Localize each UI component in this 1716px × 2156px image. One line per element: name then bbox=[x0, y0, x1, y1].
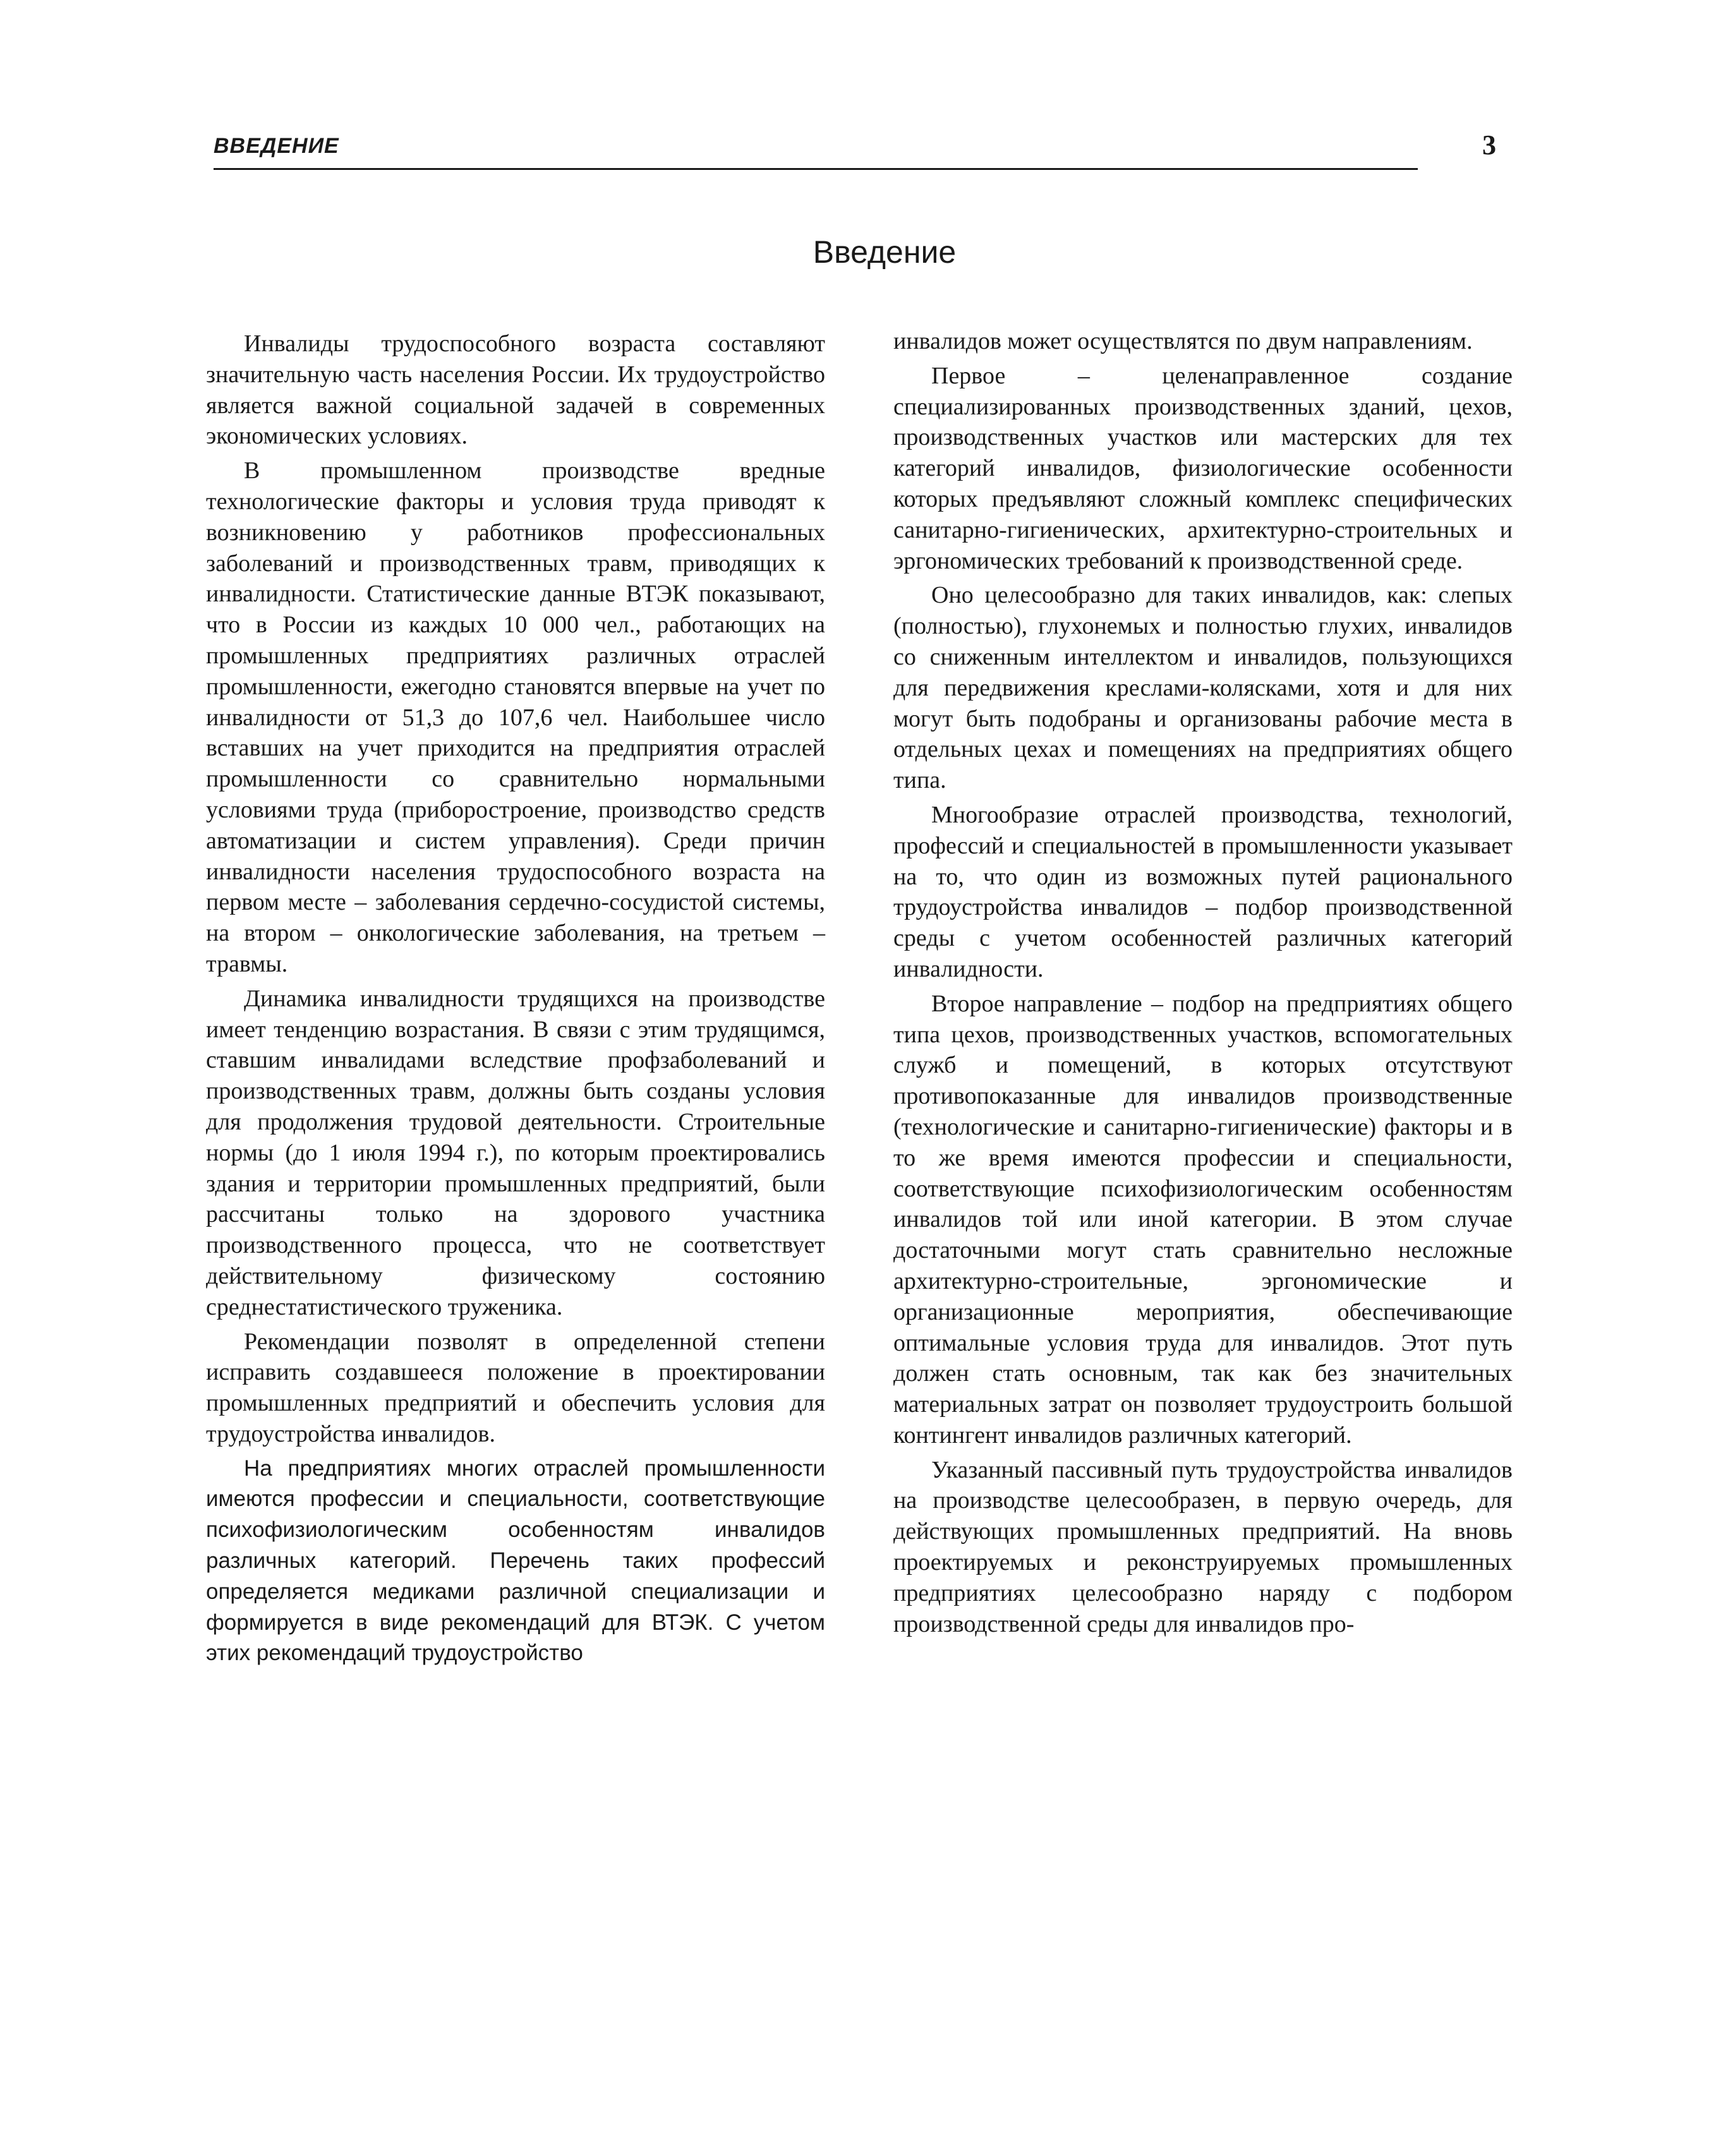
paragraph: В промышленном производстве вредные технологические факторы и условия труда приводят к возникновению у работников профессиональных заболеваний и производственных травм, приводящих к инвалидности. Статистические данные ВТЭК показывают, что в России из каждых 10 000 чел., работающих на промышленных предприятиях различных отраслей промышленности, ежегодно становятся впервые на учет по инвалидности от 51,3 до 107,6 чел. Наибольшее число вставших на учет приходится на предприятия отраслей промышленности со сравнительно нормальными условиями труда (приборостроение, производство средств автоматизации и систем управления). Среди причин инвалидности населения трудоспособного возраста на первом месте – заболевания сердечно-сосудистой системы, на втором – онкологические заболевания, на третьем – травмы. bbox=[206, 457, 825, 977]
right-column bbox=[893, 326, 1513, 1639]
paragraph: Динамика инвалидности трудящихся на производстве имеет тенденцию возрастания. В связи с этим трудящимся, ставшим инвалидами вследствие профзаболеваний и производственных травм, должны быть созданы условия для продолжения трудовой деятельности. Строительные нормы (до 1 июля 1994 г.), по которым проектировались здания и территории промышленных предприятий, были рассчитаны только на здорового участника производственного процесса, что не соответствует действительному физическому состоянию среднестатистического труженика. bbox=[206, 985, 825, 1320]
paragraph: На предприятиях многих отраслей промышленности имеются профессии и специальности, соответствующие психофизиологическим особенностям инвалидов различных категорий. Перечень таких профессий определяется медиками различной специализации и формируется в виде рекомендаций для ВТЭК. С учетом этих рекомендаций трудоустройство bbox=[206, 1455, 825, 1666]
left-column bbox=[206, 328, 825, 1669]
paragraph: Рекомендации позволят в определенной степени исправить создавшееся положение в проектировании промышленных предприятий и обеспечить условия для трудоустройства инвалидов. bbox=[206, 1328, 825, 1447]
paragraph: Указанный пассивный путь трудоустройства инвалидов на производстве целесообразен, в первую очередь, для действующих промышленных предприятий. На вновь проектируемых и реконструируемых промышленных предприятиях целесообразно наряду с подбором производственной среды для инвалидов про- bbox=[893, 1456, 1513, 1637]
paragraph: Второе направление – подбор на предприятиях общего типа цехов, производственных участков, вспомогательных служб и помещений, в которых отсутствуют противопоказанные для инвалидов производственные (технологические и санитарно-гигиенические) факторы и в то же время имеются профессии и специальности, соответствующие психофизиологическим особенностям инвалидов той или иной категории. В этом случае достаточными могут стать сравнительно несложные архитектурно-строительные, эргономические и организационные мероприятия, обеспечивающие оптимальные условия труда для инвалидов. Этот путь должен стать основным, так как без значительных материальных затрат он позволяет трудоустроить большой контингент инвалидов различных категорий. bbox=[893, 990, 1513, 1448]
running-header-section: ВВЕДЕНИЕ bbox=[214, 134, 339, 158]
paragraph: Оно целесообразно для таких инвалидов, как: слепых (полностью), глухонемых и полностью глухих, инвалидов со сниженным интеллектом и инвалидов, пользующихся для передвижения креслами-колясками, хотя и для них могут быть подобраны и организованы рабочие места в отдельных цехах и помещениях на предприятиях общего типа. bbox=[893, 582, 1513, 794]
page-title: Введение bbox=[813, 234, 957, 270]
paragraph-continued: инвалидов может осуществлятся по двум направлениям. bbox=[893, 328, 1473, 354]
paragraph: Первое – целенаправленное создание специализированных производственных зданий, цехов, производственных участков или мастерских для тех категорий инвалидов, физиологические особенности которых предъявляют сложный комплекс специфических санитарно-гигиенических, архитектурно-строительных и эргономических требований к производственной среде. bbox=[893, 362, 1513, 574]
header-rule bbox=[214, 168, 1418, 170]
paragraph: Многообразие отраслей производства, технологий, профессий и специальностей в промышленности указывает на то, что один из возможных путей рационального трудоустройства инвалидов – подбор производственной среды с учетом особенностей различных категорий инвалидности. bbox=[893, 801, 1513, 982]
page-number: 3 bbox=[1482, 129, 1496, 160]
paragraph: Инвалиды трудоспособного возраста составляют значительную часть населения России. Их трудоустройство является важной социальной задачей в современных экономических условиях. bbox=[206, 330, 825, 450]
